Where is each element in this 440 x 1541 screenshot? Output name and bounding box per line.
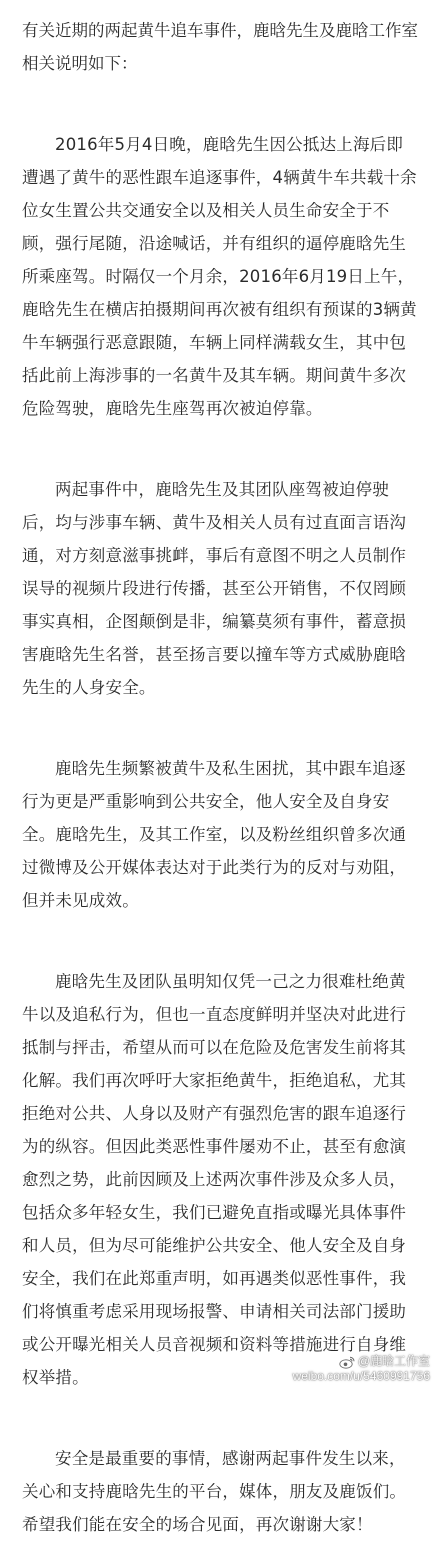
statement-paragraph-1: 2016年5月4日晚，鹿晗先生因公抵达上海后即遭遇了黄牛的恶性跟车追逐事件，4辆黄牛车共载十余位女生置公共交通安全以及相关人员生命安全于不顾，强行尾随，沿途喊话，并有组织的逼停鹿晗先生所乘座驾。时隔仅一个月余，2016年6月19日上午，鹿晗先生在横店拍摄期间再次被有组织有预谋的3辆黄牛车辆强行恶意跟随，车辆上同样满载女生，其中包括此前上海涉事的一名黄牛及其车辆。期间黄牛多次危险驾驶，鹿晗先生座驾再次被迫停靠。 bbox=[22, 135, 417, 418]
statement-paragraph-2: 两起事件中，鹿晗先生及其团队座驾被迫停驶后，均与涉事车辆、黄牛及相关人员有过直面言语沟通，对方刻意滋事挑衅，事后有意图不明之人员制作误导的视频片段进行传播，甚至公开销售，不仅罔顾事实真相，企图颠倒是非，编纂莫须有事件，蓄意损害鹿晗先生名誉，甚至扬言要以撞车等方式威胁鹿晗先生的人身安全。 bbox=[22, 480, 407, 697]
weibo-url: weibo.com/u/5460991756 bbox=[292, 1369, 430, 1383]
weibo-logo-icon bbox=[339, 1355, 355, 1369]
weibo-account-name: @鹿晗工作室 bbox=[357, 1354, 430, 1368]
statement-intro: 有关近期的两起黄牛追车事件，鹿晗先生及鹿晗工作室相关说明如下： bbox=[22, 21, 418, 73]
statement-paragraph-3: 鹿晗先生频繁被黄牛及私生困扰，其中跟车追逐行为更是严重影响到公共安全，他人安全及自身安全。鹿晗先生，及其工作室，以及粉丝组织曾多次通过微博及公开媒体表达对于此类行为的反对与劝阻，但并未见成效。 bbox=[22, 759, 407, 910]
weibo-watermark bbox=[293, 1354, 430, 1384]
statement-paragraph-4: 鹿晗先生及团队虽明知仅凭一己之力很难杜绝黄牛以及追私行为，但也一直态度鲜明并坚决对此进行抵制与抨击，希望从而可以在危险及危害发生前将其化解。我们再次呼吁大家拒绝黄牛，拒绝追私，尤其拒绝对公共、人身以及财产有强烈危害的跟车追逐行为的纵容。但因此类恶性事件屡劝不止，甚至有愈演愈烈之势，此前因顾及上述两次事件涉及众多人员，包括众多年轻女生，我们已避免直指或曝光具体事件和人员，但为尽可能维护公共安全、他人安全及自身安全，我们在此郑重声明，如再遇类似恶性事件，我们将慎重考虑采用现场报警、申请相关司法部门援助或公开曝光相关人员音视频和资料等措施进行自身维权举措。 bbox=[22, 972, 407, 1387]
statement-paragraph-5: 安全是最重要的事情，感谢两起事件发生以来，关心和支持鹿晗先生的平台，媒体，朋友及鹿饭们。希望我们能在安全的场合见面，再次谢谢大家！ bbox=[22, 1449, 407, 1534]
